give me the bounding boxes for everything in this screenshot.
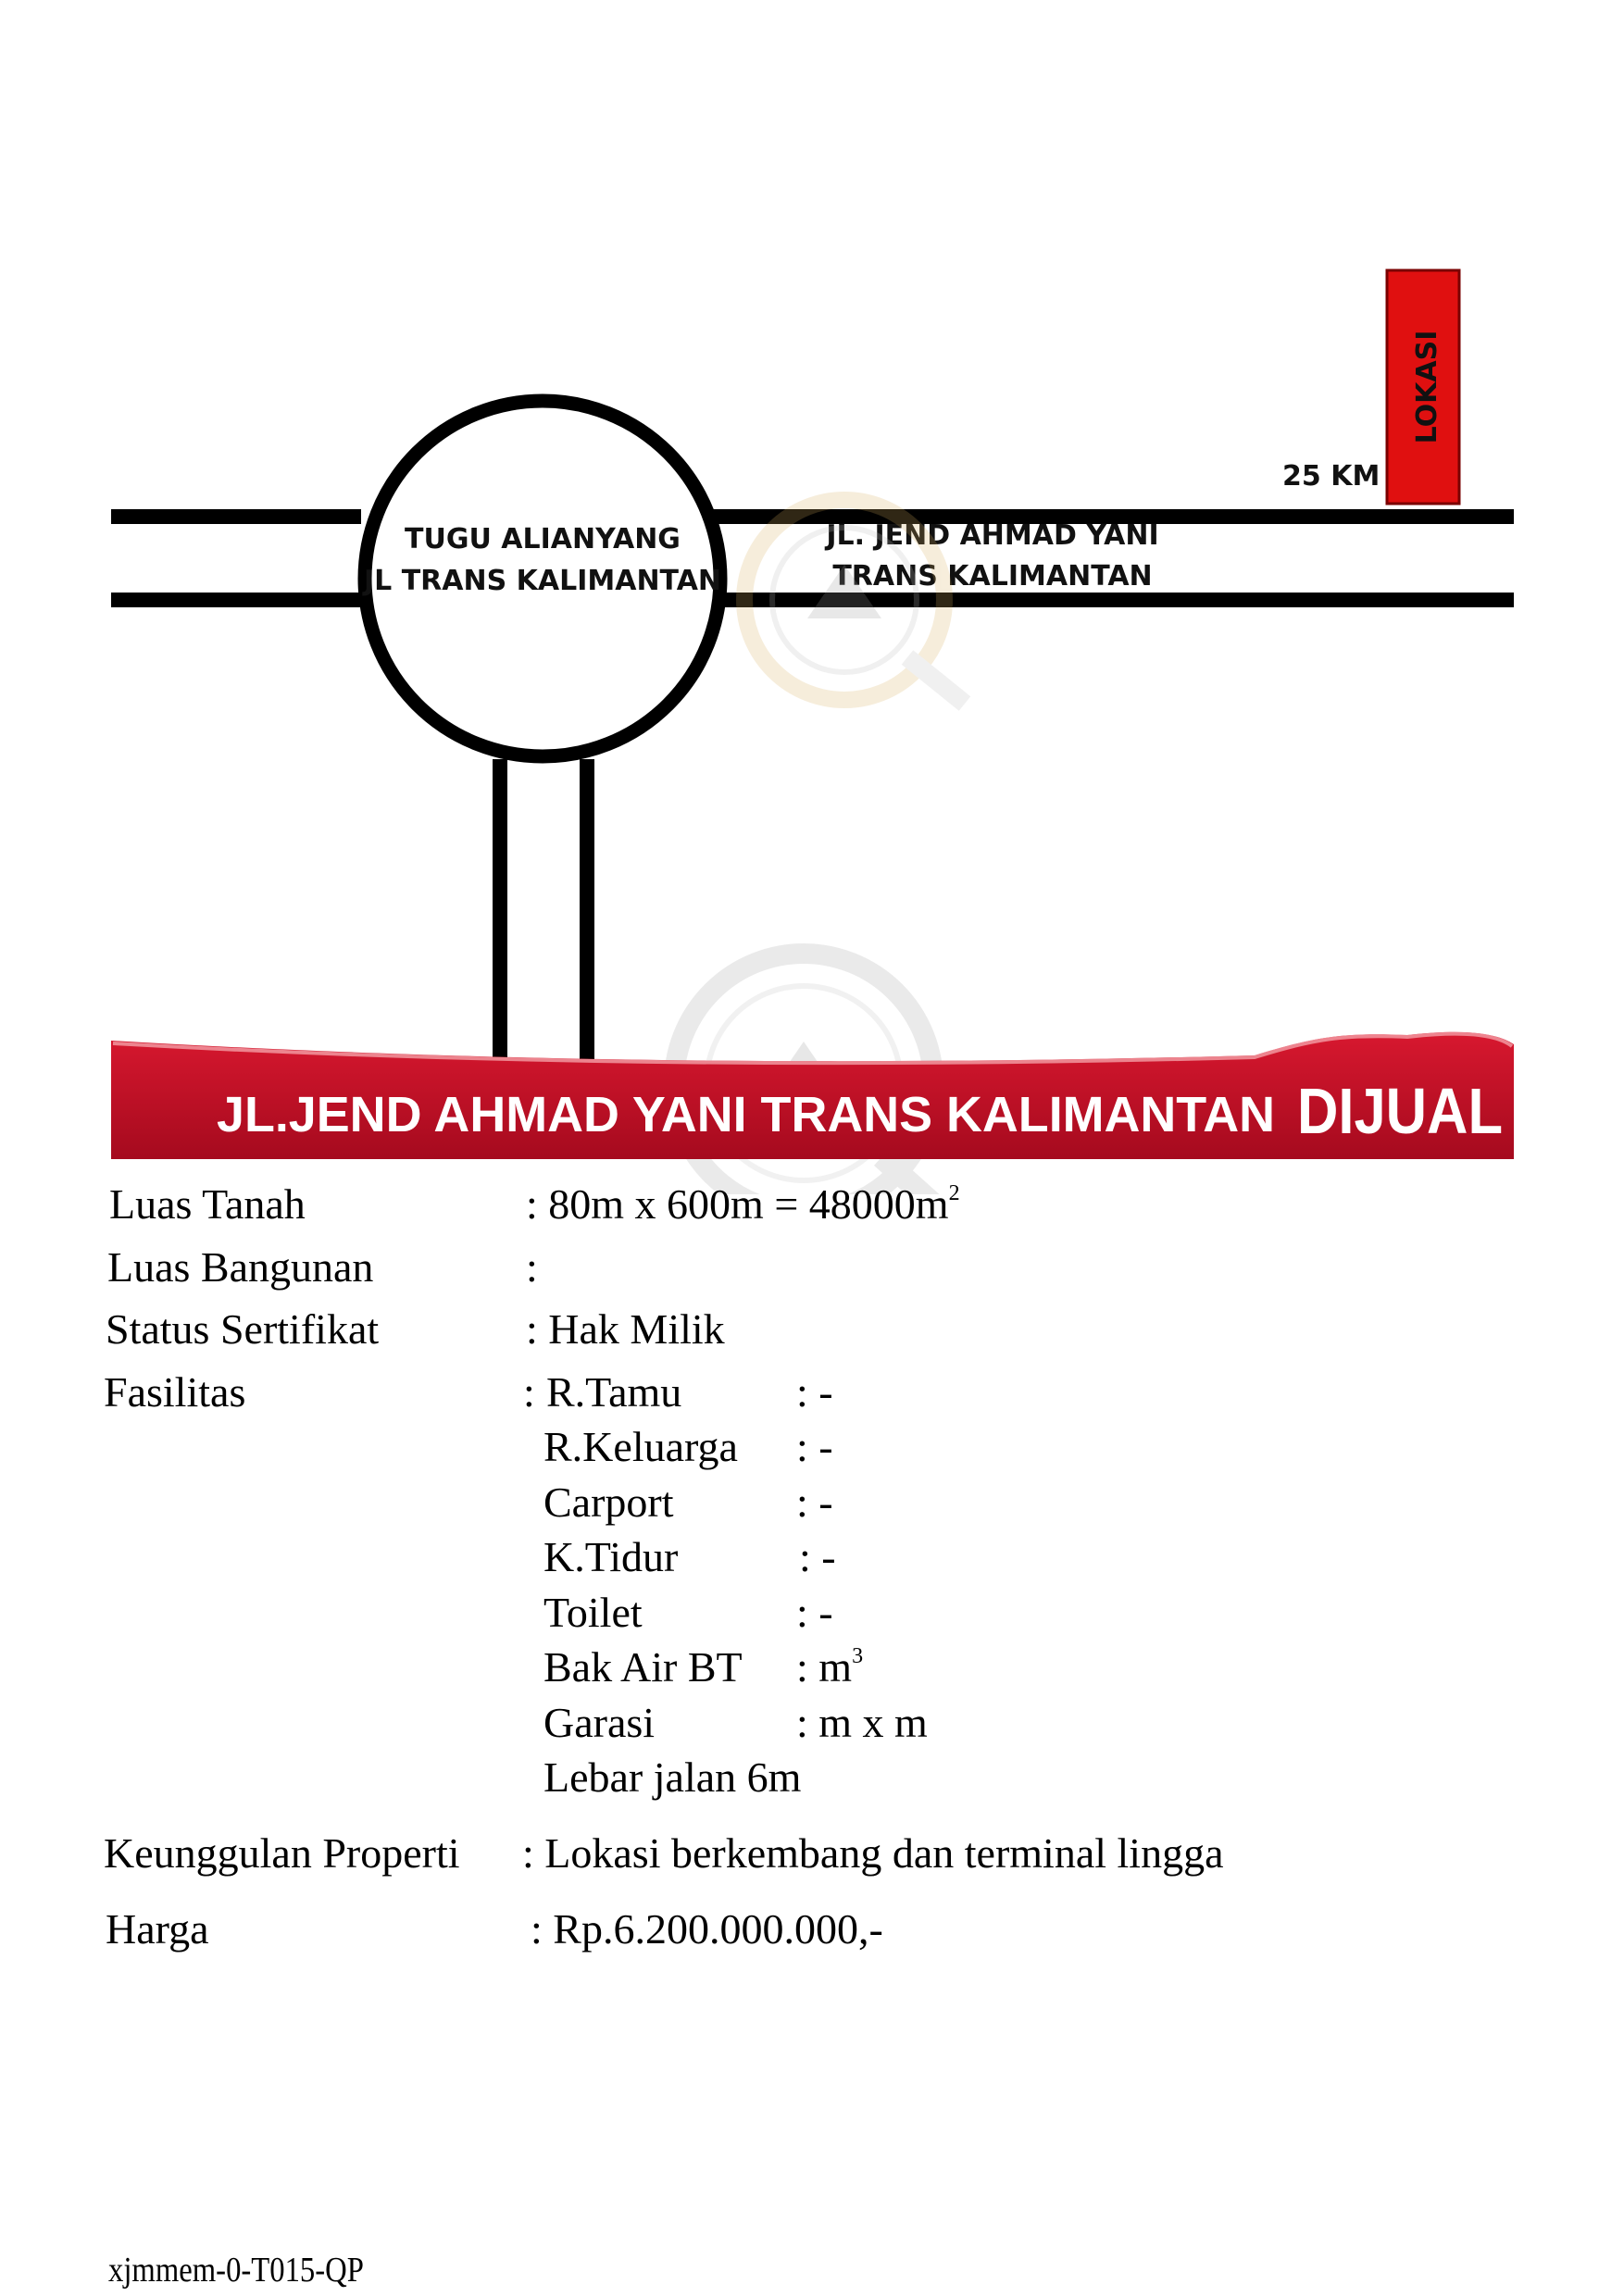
harga-label: Harga: [106, 1905, 209, 1953]
fasilitas-item-name: K.Tidur: [543, 1533, 679, 1580]
fasilitas-item-name: R.Keluarga: [543, 1423, 738, 1470]
fasilitas-item-name: Toilet: [543, 1589, 643, 1636]
fasilitas-item-value: : m x m: [796, 1699, 928, 1746]
fasilitas-item-value-text: : m: [796, 1643, 853, 1691]
road-west-lower: [111, 593, 361, 607]
fasilitas-item-name: Bak Air BT: [543, 1643, 743, 1691]
fasilitas-item-name: Garasi: [543, 1699, 656, 1746]
fasilitas-item-value: : -: [799, 1533, 836, 1580]
fasilitas-item-value: : -: [796, 1479, 833, 1526]
luas-tanah-value: [526, 1180, 960, 1228]
fasilitas-item-value: : -: [796, 1589, 833, 1636]
fasilitas-item-name: Carport: [543, 1479, 674, 1526]
fasilitas-item-value: : -: [796, 1423, 833, 1470]
status-sertifikat-label: Status Sertifikat: [106, 1305, 380, 1353]
keunggulan-value: : Lokasi berkembang dan terminal lingga: [522, 1829, 1224, 1877]
monument-name: TUGU ALIANYANG: [405, 523, 681, 555]
road-south-right: [580, 759, 594, 1074]
luas-tanah-text: : 80m x 600m = 48000m: [526, 1180, 949, 1228]
road-label-line2: TRANS KALIMANTAN: [832, 560, 1153, 593]
keunggulan-label: Keunggulan Properti: [104, 1829, 460, 1877]
listing-code: xjmmem-0-T015-QP: [108, 2251, 364, 2290]
banner-status: DIJUAL: [1297, 1075, 1503, 1147]
distance-label: 25 KM: [1282, 460, 1380, 493]
fasilitas-item-value: [796, 1643, 864, 1691]
fasilitas-label: Fasilitas: [104, 1368, 246, 1416]
monument-road: JL TRANS KALIMANTAN: [363, 565, 722, 597]
location-marker-label: LOKASI: [1411, 330, 1443, 444]
fasilitas-item-unit-exponent: 3: [852, 1644, 864, 1668]
fasilitas-item-value: : -: [796, 1368, 833, 1416]
road-label-line1: JL. JEND AHMAD YANI: [826, 519, 1159, 552]
road-west-upper: [111, 509, 361, 524]
harga-value: : Rp.6.200.000.000,-: [531, 1905, 883, 1953]
status-sertifikat-value: : Hak Milik: [526, 1305, 725, 1353]
luas-tanah-unit-exponent: 2: [948, 1181, 960, 1205]
fasilitas-item-name: R.Tamu: [546, 1368, 682, 1416]
luas-bangunan-value: :: [526, 1243, 538, 1291]
fasilitas-colon: :: [523, 1368, 535, 1416]
fasilitas-extra: Lebar jalan 6m: [543, 1753, 802, 1801]
banner-road-name: JL.JEND AHMAD YANI TRANS KALIMANTAN: [217, 1087, 1275, 1142]
luas-tanah-label: Luas Tanah: [109, 1180, 306, 1228]
luas-bangunan-label: Luas Bangunan: [107, 1243, 374, 1291]
road-south-left: [493, 759, 507, 1074]
